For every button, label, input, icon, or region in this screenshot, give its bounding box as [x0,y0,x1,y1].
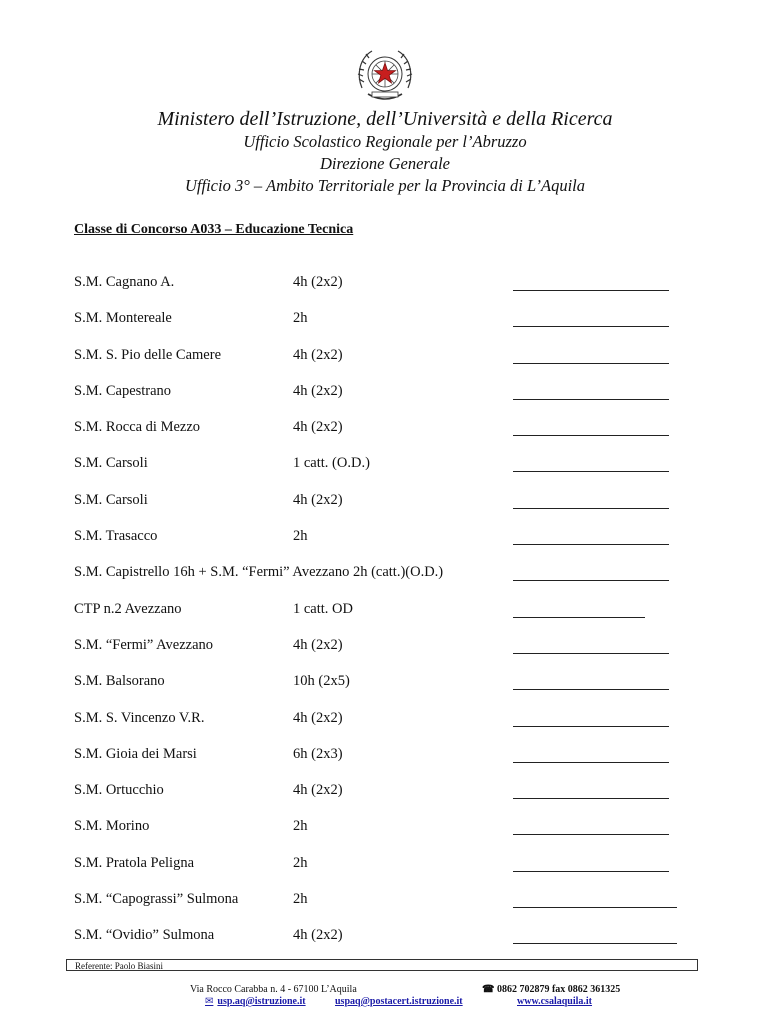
hours-value: 2h [293,854,308,871]
table-row [74,419,694,455]
hours-value: 4h (2x2) [293,346,343,363]
table-row [74,818,694,854]
letterhead [0,108,770,197]
territorial-unit: Ufficio 3° – Ambito Territoriale per la Provincia di L’Aquila [185,176,585,195]
hours-value: 2h [293,310,308,327]
phone-fax: ☎ 0862 702879 fax 0862 361325 [482,984,621,995]
school-name: CTP n.2 Avezzano [74,600,182,617]
school-name: S.M. S. Vincenzo V.R. [74,709,205,726]
school-name: S.M. Balsorano [74,673,165,690]
email-link-primary[interactable]: usp.aq@istruzione.it [217,996,306,1007]
signature-line [513,834,669,835]
assignment-list [74,274,694,964]
republic-emblem-icon [354,44,416,106]
school-name: S.M. Carsoli [74,491,148,508]
signature-line [513,798,669,799]
school-name: S.M. Ortucchio [74,782,164,799]
table-row [74,601,694,637]
signature-line [513,580,669,581]
signature-line [513,689,669,690]
school-name: S.M. Carsoli [74,455,148,472]
hours-value: 10h (2x5) [293,673,350,690]
school-name: S.M. Capestrano [74,382,172,399]
school-name: S.M. “Ovidio” Sulmona [74,927,215,944]
class-title: Classe di Concorso A033 – Educazione Tecnica [74,222,354,237]
hours-value: 4h (2x2) [293,382,343,399]
signature-line [513,363,669,364]
hours-value: 4h (2x2) [293,636,343,653]
hours-value: 4h (2x2) [293,709,343,726]
office-address: Via Rocco Carabba n. 4 - 67100 L’Aquila [190,984,357,995]
school-name: S.M. Pratola Peligna [74,854,195,871]
table-row [74,782,694,818]
school-name: S.M. “Capograssi” Sulmona [74,891,239,908]
school-name: S.M. Morino [74,818,150,835]
general-direction: Direzione Generale [320,154,450,173]
signature-line [513,290,669,291]
signature-line [513,326,669,327]
website-link-wrap [517,996,592,1007]
hours-value: 1 catt. (O.D.) [293,455,370,472]
hours-value: 2h [293,818,308,835]
hours-value: 4h (2x2) [293,491,343,508]
referent-name: Referente: Paolo Biasini [75,961,163,971]
email-links [205,996,306,1007]
signature-line [513,508,669,509]
school-name: S.M. Capistrello 16h + S.M. “Fermi” Avezzano 2h (catt.)(O.D.) [74,564,444,581]
hours-value: 2h [293,528,308,545]
school-name: S.M. Cagnano A. [74,274,175,290]
signature-line [513,726,669,727]
table-row [74,492,694,528]
table-row [74,673,694,709]
signature-line [513,943,677,944]
signature-line [513,617,645,618]
signature-line [513,399,669,400]
table-row [74,455,694,491]
signature-line [513,871,669,872]
school-name: S.M. “Fermi” Avezzano [74,636,214,653]
hours-value: 1 catt. OD [293,600,353,617]
table-row [74,710,694,746]
website-link[interactable]: www.csalaquila.it [517,996,593,1007]
table-row [74,310,694,346]
table-row [74,564,694,600]
table-row [74,274,694,310]
hours-value: 4h (2x2) [293,927,343,944]
signature-line [513,653,669,654]
signature-line [513,907,677,908]
school-name: S.M. Gioia dei Marsi [74,745,197,762]
hours-value: 6h (2x3) [293,745,343,762]
table-row [74,746,694,782]
school-name: S.M. Trasacco [74,528,158,545]
signature-line [513,471,669,472]
envelope-icon: ✉ [205,996,214,1007]
table-row [74,347,694,383]
ministry-name: Ministero dell’Istruzione, dell’Università e della Ricerca [157,108,613,130]
school-name: S.M. Montereale [74,310,172,327]
regional-office: Ufficio Scolastico Regionale per l’Abruzzo [243,132,527,151]
table-row [74,383,694,419]
signature-line [513,762,669,763]
table-row [74,528,694,564]
school-name: S.M. Rocca di Mezzo [74,419,201,436]
hours-value: 4h (2x2) [293,782,343,799]
hours-value: 4h (2x2) [293,274,343,290]
table-row [74,855,694,891]
table-row [74,891,694,927]
pec-link-wrap [335,996,463,1007]
table-row [74,637,694,673]
signature-line [513,435,669,436]
signature-line [513,544,669,545]
hours-value: 2h [293,891,308,908]
school-name: S.M. S. Pio delle Camere [74,346,222,363]
referent-box [66,959,698,971]
hours-value: 4h (2x2) [293,419,343,436]
email-link-pec[interactable]: uspaq@postacert.istruzione.it [335,996,463,1007]
